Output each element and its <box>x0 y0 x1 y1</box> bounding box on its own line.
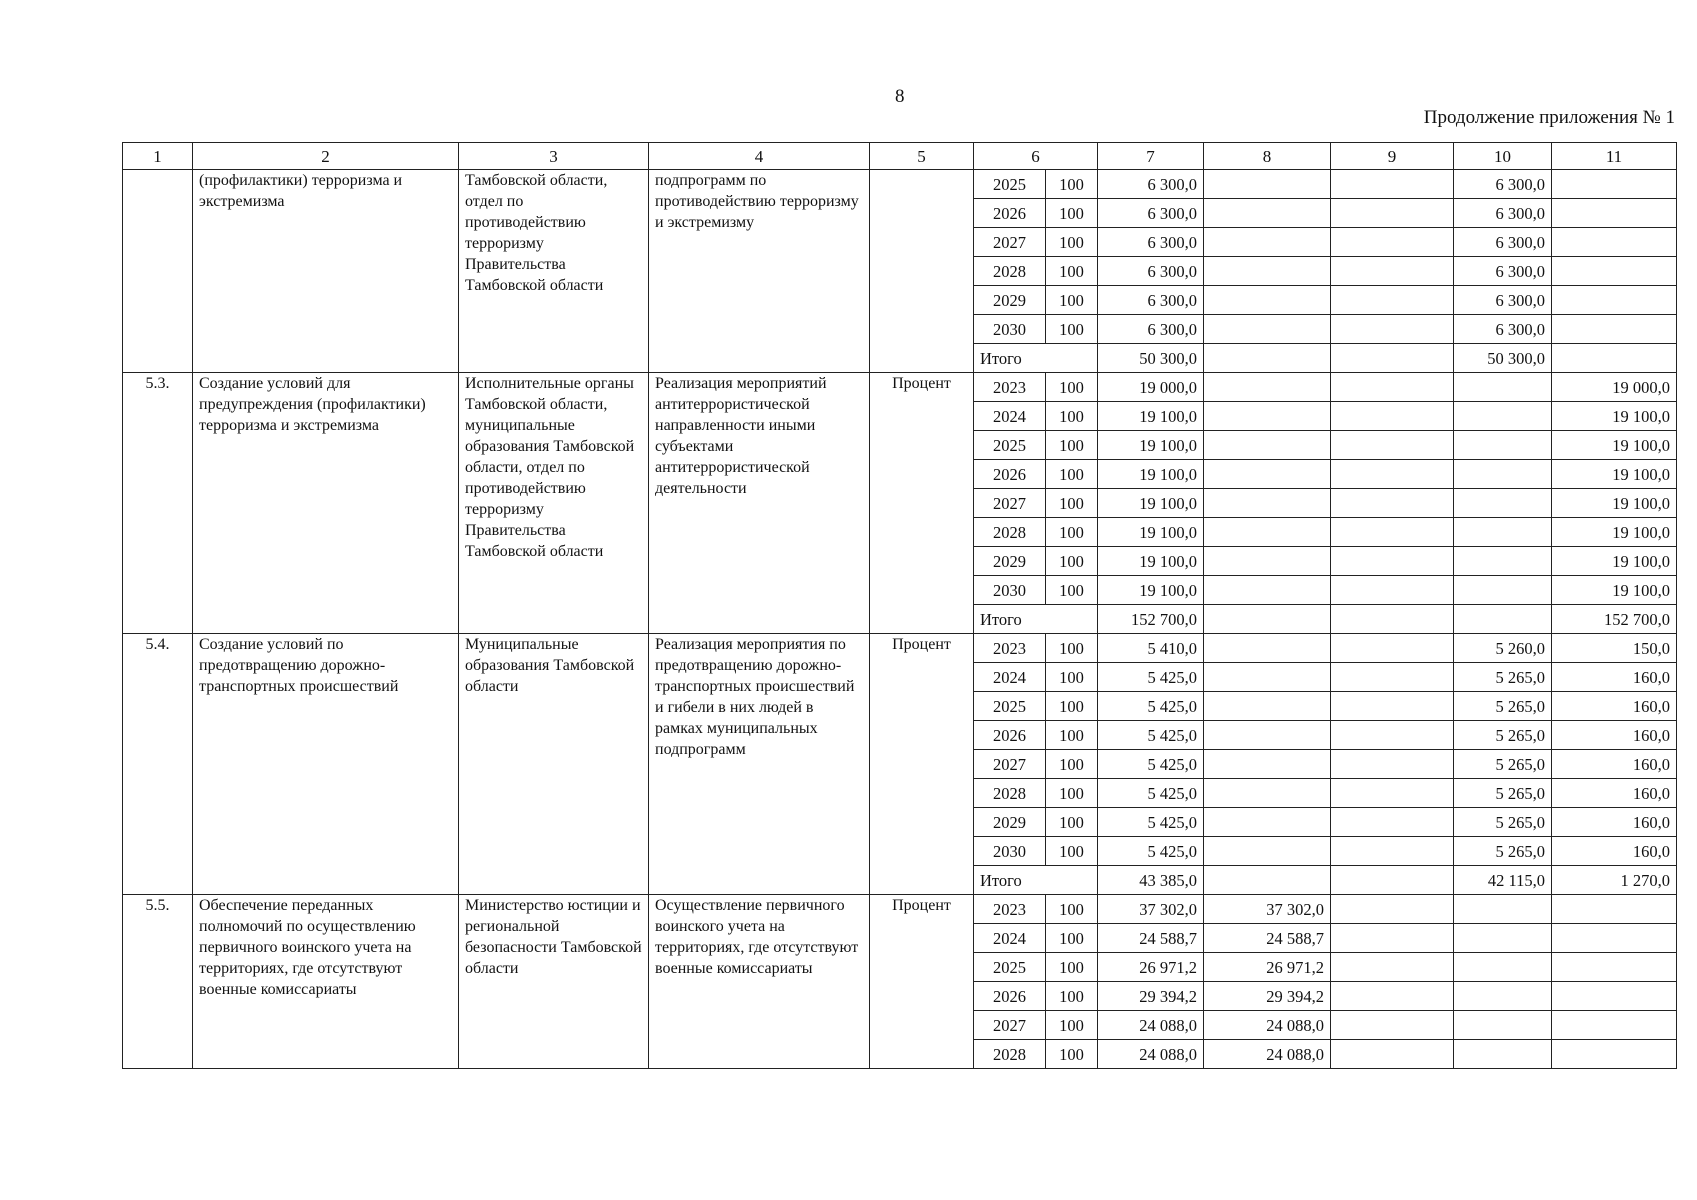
other-sources-cell <box>1552 924 1677 953</box>
col9-cell <box>1331 199 1454 228</box>
year-cell: 2030 <box>974 576 1046 605</box>
total-amount-cell: 5 425,0 <box>1098 779 1204 808</box>
percent-cell: 100 <box>1046 170 1098 199</box>
year-cell: 2025 <box>974 953 1046 982</box>
executor: Тамбовской области, отдел по противодействию терроризму Правительства Тамбовской области <box>459 170 649 373</box>
col9-cell <box>1331 228 1454 257</box>
total-label: Итого <box>974 605 1098 634</box>
continuation-label: Продолжение приложения № 1 <box>1423 107 1675 128</box>
regional-budget-cell: 5 260,0 <box>1454 634 1552 663</box>
federal-budget-cell <box>1204 344 1331 373</box>
other-sources-cell <box>1552 982 1677 1011</box>
total-amount-cell: 5 425,0 <box>1098 837 1204 866</box>
federal-budget-cell <box>1204 692 1331 721</box>
federal-budget-cell: 24 088,0 <box>1204 1011 1331 1040</box>
other-sources-cell: 152 700,0 <box>1552 605 1677 634</box>
total-amount-cell: 19 100,0 <box>1098 489 1204 518</box>
unit-of-measure: Процент <box>870 373 974 634</box>
regional-budget-cell: 6 300,0 <box>1454 286 1552 315</box>
col9-cell <box>1331 924 1454 953</box>
executor: Исполнительные органы Тамбовской области, муниципальные образования Тамбовской области, отдел по противодействию терроризму Правительства Тамбовской области <box>459 373 649 634</box>
table-row <box>123 895 1677 924</box>
percent-cell: 100 <box>1046 1040 1098 1069</box>
indicator-name: Реализация мероприятия по предотвращению дорожно-транспортных происшествий и гибели в них людей в рамках муниципальных подпрограмм <box>649 634 870 895</box>
percent-cell: 100 <box>1046 228 1098 257</box>
percent-cell: 100 <box>1046 1011 1098 1040</box>
other-sources-cell: 160,0 <box>1552 808 1677 837</box>
other-sources-cell: 150,0 <box>1552 634 1677 663</box>
federal-budget-cell: 26 971,2 <box>1204 953 1331 982</box>
year-cell: 2024 <box>974 402 1046 431</box>
year-cell: 2028 <box>974 779 1046 808</box>
header-col-11: 11 <box>1552 143 1677 170</box>
col9-cell <box>1331 953 1454 982</box>
measure-name: Создание условий по предотвращению дорожно-транспортных происшествий <box>193 634 459 895</box>
section-number: 5.3. <box>123 373 193 634</box>
table-body <box>123 170 1677 1069</box>
col9-cell <box>1331 402 1454 431</box>
year-cell: 2029 <box>974 808 1046 837</box>
col9-cell <box>1331 576 1454 605</box>
col9-cell <box>1331 982 1454 1011</box>
regional-budget-cell <box>1454 489 1552 518</box>
year-cell: 2027 <box>974 228 1046 257</box>
year-cell: 2027 <box>974 1011 1046 1040</box>
year-cell: 2023 <box>974 895 1046 924</box>
regional-budget-cell <box>1454 547 1552 576</box>
percent-cell: 100 <box>1046 721 1098 750</box>
other-sources-cell <box>1552 257 1677 286</box>
page-number: 8 <box>895 86 905 107</box>
header-col-7: 7 <box>1098 143 1204 170</box>
header-col-3: 3 <box>459 143 649 170</box>
federal-budget-cell <box>1204 837 1331 866</box>
total-amount-cell: 6 300,0 <box>1098 257 1204 286</box>
percent-cell: 100 <box>1046 576 1098 605</box>
regional-budget-cell <box>1454 576 1552 605</box>
federal-budget-cell: 37 302,0 <box>1204 895 1331 924</box>
other-sources-cell: 19 100,0 <box>1552 576 1677 605</box>
federal-budget-cell <box>1204 750 1331 779</box>
regional-budget-cell <box>1454 373 1552 402</box>
federal-budget-cell: 24 088,0 <box>1204 1040 1331 1069</box>
year-cell: 2024 <box>974 924 1046 953</box>
col9-cell <box>1331 721 1454 750</box>
year-cell: 2026 <box>974 199 1046 228</box>
other-sources-cell <box>1552 895 1677 924</box>
col9-cell <box>1331 837 1454 866</box>
header-col-5: 5 <box>870 143 974 170</box>
executor: Министерство юстиции и региональной безопасности Тамбовской области <box>459 895 649 1069</box>
total-amount-cell: 6 300,0 <box>1098 228 1204 257</box>
federal-budget-cell <box>1204 431 1331 460</box>
federal-budget-cell <box>1204 257 1331 286</box>
total-label: Итого <box>974 866 1098 895</box>
total-amount-cell: 19 100,0 <box>1098 547 1204 576</box>
col9-cell <box>1331 808 1454 837</box>
total-amount-cell: 6 300,0 <box>1098 199 1204 228</box>
table-row <box>123 170 1677 199</box>
total-label: Итого <box>974 344 1098 373</box>
other-sources-cell: 19 100,0 <box>1552 547 1677 576</box>
federal-budget-cell <box>1204 808 1331 837</box>
regional-budget-cell <box>1454 1011 1552 1040</box>
col9-cell <box>1331 431 1454 460</box>
other-sources-cell <box>1552 286 1677 315</box>
regional-budget-cell: 6 300,0 <box>1454 199 1552 228</box>
program-table <box>122 142 1677 1069</box>
percent-cell: 100 <box>1046 692 1098 721</box>
regional-budget-cell: 5 265,0 <box>1454 721 1552 750</box>
year-cell: 2027 <box>974 489 1046 518</box>
percent-cell: 100 <box>1046 373 1098 402</box>
section-number <box>123 170 193 373</box>
col9-cell <box>1331 692 1454 721</box>
year-cell: 2028 <box>974 257 1046 286</box>
percent-cell: 100 <box>1046 199 1098 228</box>
other-sources-cell <box>1552 344 1677 373</box>
regional-budget-cell: 5 265,0 <box>1454 663 1552 692</box>
other-sources-cell: 160,0 <box>1552 779 1677 808</box>
percent-cell: 100 <box>1046 924 1098 953</box>
other-sources-cell <box>1552 1040 1677 1069</box>
unit-of-measure <box>870 170 974 373</box>
table-row <box>123 634 1677 663</box>
year-cell: 2030 <box>974 315 1046 344</box>
measure-name: Обеспечение переданных полномочий по осуществлению первичного воинского учета на территориях, где отсутствуют военные комиссариаты <box>193 895 459 1069</box>
year-cell: 2026 <box>974 460 1046 489</box>
year-cell: 2025 <box>974 431 1046 460</box>
regional-budget-cell <box>1454 460 1552 489</box>
col9-cell <box>1331 170 1454 199</box>
regional-budget-cell <box>1454 982 1552 1011</box>
other-sources-cell: 1 270,0 <box>1552 866 1677 895</box>
other-sources-cell <box>1552 315 1677 344</box>
regional-budget-cell: 5 265,0 <box>1454 692 1552 721</box>
other-sources-cell: 19 100,0 <box>1552 402 1677 431</box>
measure-name: (профилактики) терроризма и экстремизма <box>193 170 459 373</box>
year-cell: 2023 <box>974 373 1046 402</box>
federal-budget-cell <box>1204 402 1331 431</box>
year-cell: 2023 <box>974 634 1046 663</box>
percent-cell: 100 <box>1046 518 1098 547</box>
header-col-2: 2 <box>193 143 459 170</box>
other-sources-cell: 19 100,0 <box>1552 489 1677 518</box>
other-sources-cell <box>1552 1011 1677 1040</box>
total-amount-cell: 50 300,0 <box>1098 344 1204 373</box>
col9-cell <box>1331 344 1454 373</box>
year-cell: 2024 <box>974 663 1046 692</box>
percent-cell: 100 <box>1046 779 1098 808</box>
header-col-9: 9 <box>1331 143 1454 170</box>
federal-budget-cell <box>1204 170 1331 199</box>
header-col-8: 8 <box>1204 143 1331 170</box>
federal-budget-cell <box>1204 721 1331 750</box>
col9-cell <box>1331 634 1454 663</box>
other-sources-cell: 160,0 <box>1552 837 1677 866</box>
other-sources-cell: 19 100,0 <box>1552 518 1677 547</box>
regional-budget-cell: 6 300,0 <box>1454 228 1552 257</box>
table-row <box>123 373 1677 402</box>
other-sources-cell: 160,0 <box>1552 692 1677 721</box>
federal-budget-cell: 29 394,2 <box>1204 982 1331 1011</box>
regional-budget-cell <box>1454 924 1552 953</box>
section-number: 5.5. <box>123 895 193 1069</box>
regional-budget-cell: 5 265,0 <box>1454 779 1552 808</box>
percent-cell: 100 <box>1046 953 1098 982</box>
regional-budget-cell <box>1454 605 1552 634</box>
regional-budget-cell <box>1454 1040 1552 1069</box>
federal-budget-cell <box>1204 866 1331 895</box>
percent-cell: 100 <box>1046 460 1098 489</box>
federal-budget-cell <box>1204 779 1331 808</box>
federal-budget-cell: 24 588,7 <box>1204 924 1331 953</box>
year-cell: 2026 <box>974 982 1046 1011</box>
federal-budget-cell <box>1204 605 1331 634</box>
year-cell: 2025 <box>974 170 1046 199</box>
regional-budget-cell <box>1454 895 1552 924</box>
regional-budget-cell <box>1454 431 1552 460</box>
other-sources-cell: 19 100,0 <box>1552 431 1677 460</box>
total-amount-cell: 5 425,0 <box>1098 808 1204 837</box>
percent-cell: 100 <box>1046 315 1098 344</box>
percent-cell: 100 <box>1046 431 1098 460</box>
federal-budget-cell <box>1204 663 1331 692</box>
other-sources-cell: 160,0 <box>1552 721 1677 750</box>
federal-budget-cell <box>1204 315 1331 344</box>
percent-cell: 100 <box>1046 286 1098 315</box>
federal-budget-cell <box>1204 373 1331 402</box>
regional-budget-cell <box>1454 518 1552 547</box>
unit-of-measure: Процент <box>870 895 974 1069</box>
year-cell: 2027 <box>974 750 1046 779</box>
federal-budget-cell <box>1204 518 1331 547</box>
total-amount-cell: 19 100,0 <box>1098 431 1204 460</box>
year-cell: 2025 <box>974 692 1046 721</box>
other-sources-cell: 19 000,0 <box>1552 373 1677 402</box>
federal-budget-cell <box>1204 547 1331 576</box>
header-col-1: 1 <box>123 143 193 170</box>
federal-budget-cell <box>1204 228 1331 257</box>
col9-cell <box>1331 257 1454 286</box>
percent-cell: 100 <box>1046 547 1098 576</box>
unit-of-measure: Процент <box>870 634 974 895</box>
col9-cell <box>1331 547 1454 576</box>
total-amount-cell: 24 088,0 <box>1098 1040 1204 1069</box>
header-col-4: 4 <box>649 143 870 170</box>
header-col-10: 10 <box>1454 143 1552 170</box>
col9-cell <box>1331 460 1454 489</box>
year-cell: 2029 <box>974 547 1046 576</box>
regional-budget-cell: 6 300,0 <box>1454 315 1552 344</box>
regional-budget-cell <box>1454 402 1552 431</box>
percent-cell: 100 <box>1046 982 1098 1011</box>
year-cell: 2030 <box>974 837 1046 866</box>
percent-cell: 100 <box>1046 402 1098 431</box>
total-amount-cell: 24 088,0 <box>1098 1011 1204 1040</box>
total-amount-cell: 19 000,0 <box>1098 373 1204 402</box>
other-sources-cell: 160,0 <box>1552 750 1677 779</box>
percent-cell: 100 <box>1046 808 1098 837</box>
federal-budget-cell <box>1204 576 1331 605</box>
total-amount-cell: 19 100,0 <box>1098 518 1204 547</box>
col9-cell <box>1331 518 1454 547</box>
total-amount-cell: 19 100,0 <box>1098 576 1204 605</box>
indicator-name: Реализация мероприятий антитеррористической направленности иными субъектами антитеррористической деятельности <box>649 373 870 634</box>
year-cell: 2029 <box>974 286 1046 315</box>
percent-cell: 100 <box>1046 663 1098 692</box>
indicator-name: Осуществление первичного воинского учета на территориях, где отсутствуют военные комиссариаты <box>649 895 870 1069</box>
percent-cell: 100 <box>1046 257 1098 286</box>
other-sources-cell: 160,0 <box>1552 663 1677 692</box>
federal-budget-cell <box>1204 489 1331 518</box>
col9-cell <box>1331 779 1454 808</box>
other-sources-cell <box>1552 228 1677 257</box>
col9-cell <box>1331 373 1454 402</box>
col9-cell <box>1331 750 1454 779</box>
percent-cell: 100 <box>1046 489 1098 518</box>
col9-cell <box>1331 866 1454 895</box>
other-sources-cell: 19 100,0 <box>1552 460 1677 489</box>
year-cell: 2028 <box>974 518 1046 547</box>
regional-budget-cell: 5 265,0 <box>1454 837 1552 866</box>
total-amount-cell: 6 300,0 <box>1098 286 1204 315</box>
total-amount-cell: 5 410,0 <box>1098 634 1204 663</box>
total-amount-cell: 5 425,0 <box>1098 663 1204 692</box>
regional-budget-cell: 5 265,0 <box>1454 750 1552 779</box>
col9-cell <box>1331 663 1454 692</box>
other-sources-cell <box>1552 170 1677 199</box>
total-amount-cell: 6 300,0 <box>1098 170 1204 199</box>
percent-cell: 100 <box>1046 837 1098 866</box>
federal-budget-cell <box>1204 634 1331 663</box>
regional-budget-cell: 5 265,0 <box>1454 808 1552 837</box>
col9-cell <box>1331 895 1454 924</box>
total-amount-cell: 5 425,0 <box>1098 721 1204 750</box>
total-amount-cell: 29 394,2 <box>1098 982 1204 1011</box>
federal-budget-cell <box>1204 286 1331 315</box>
section-number: 5.4. <box>123 634 193 895</box>
executor: Муниципальные образования Тамбовской области <box>459 634 649 895</box>
total-amount-cell: 37 302,0 <box>1098 895 1204 924</box>
total-amount-cell: 43 385,0 <box>1098 866 1204 895</box>
regional-budget-cell: 6 300,0 <box>1454 257 1552 286</box>
total-amount-cell: 6 300,0 <box>1098 315 1204 344</box>
year-cell: 2028 <box>974 1040 1046 1069</box>
col9-cell <box>1331 315 1454 344</box>
header-row <box>123 143 1677 170</box>
other-sources-cell <box>1552 953 1677 982</box>
year-cell: 2026 <box>974 721 1046 750</box>
col9-cell <box>1331 286 1454 315</box>
regional-budget-cell: 50 300,0 <box>1454 344 1552 373</box>
regional-budget-cell: 6 300,0 <box>1454 170 1552 199</box>
percent-cell: 100 <box>1046 634 1098 663</box>
total-amount-cell: 26 971,2 <box>1098 953 1204 982</box>
percent-cell: 100 <box>1046 895 1098 924</box>
total-amount-cell: 19 100,0 <box>1098 460 1204 489</box>
federal-budget-cell <box>1204 199 1331 228</box>
total-amount-cell: 24 588,7 <box>1098 924 1204 953</box>
header-col-6: 6 <box>974 143 1098 170</box>
total-amount-cell: 5 425,0 <box>1098 692 1204 721</box>
total-amount-cell: 152 700,0 <box>1098 605 1204 634</box>
col9-cell <box>1331 1040 1454 1069</box>
col9-cell <box>1331 1011 1454 1040</box>
total-amount-cell: 19 100,0 <box>1098 402 1204 431</box>
indicator-name: подпрограмм по противодействию терроризму и экстремизму <box>649 170 870 373</box>
regional-budget-cell <box>1454 953 1552 982</box>
other-sources-cell <box>1552 199 1677 228</box>
federal-budget-cell <box>1204 460 1331 489</box>
col9-cell <box>1331 605 1454 634</box>
col9-cell <box>1331 489 1454 518</box>
total-amount-cell: 5 425,0 <box>1098 750 1204 779</box>
measure-name: Создание условий для предупреждения (профилактики) терроризма и экстремизма <box>193 373 459 634</box>
percent-cell: 100 <box>1046 750 1098 779</box>
regional-budget-cell: 42 115,0 <box>1454 866 1552 895</box>
